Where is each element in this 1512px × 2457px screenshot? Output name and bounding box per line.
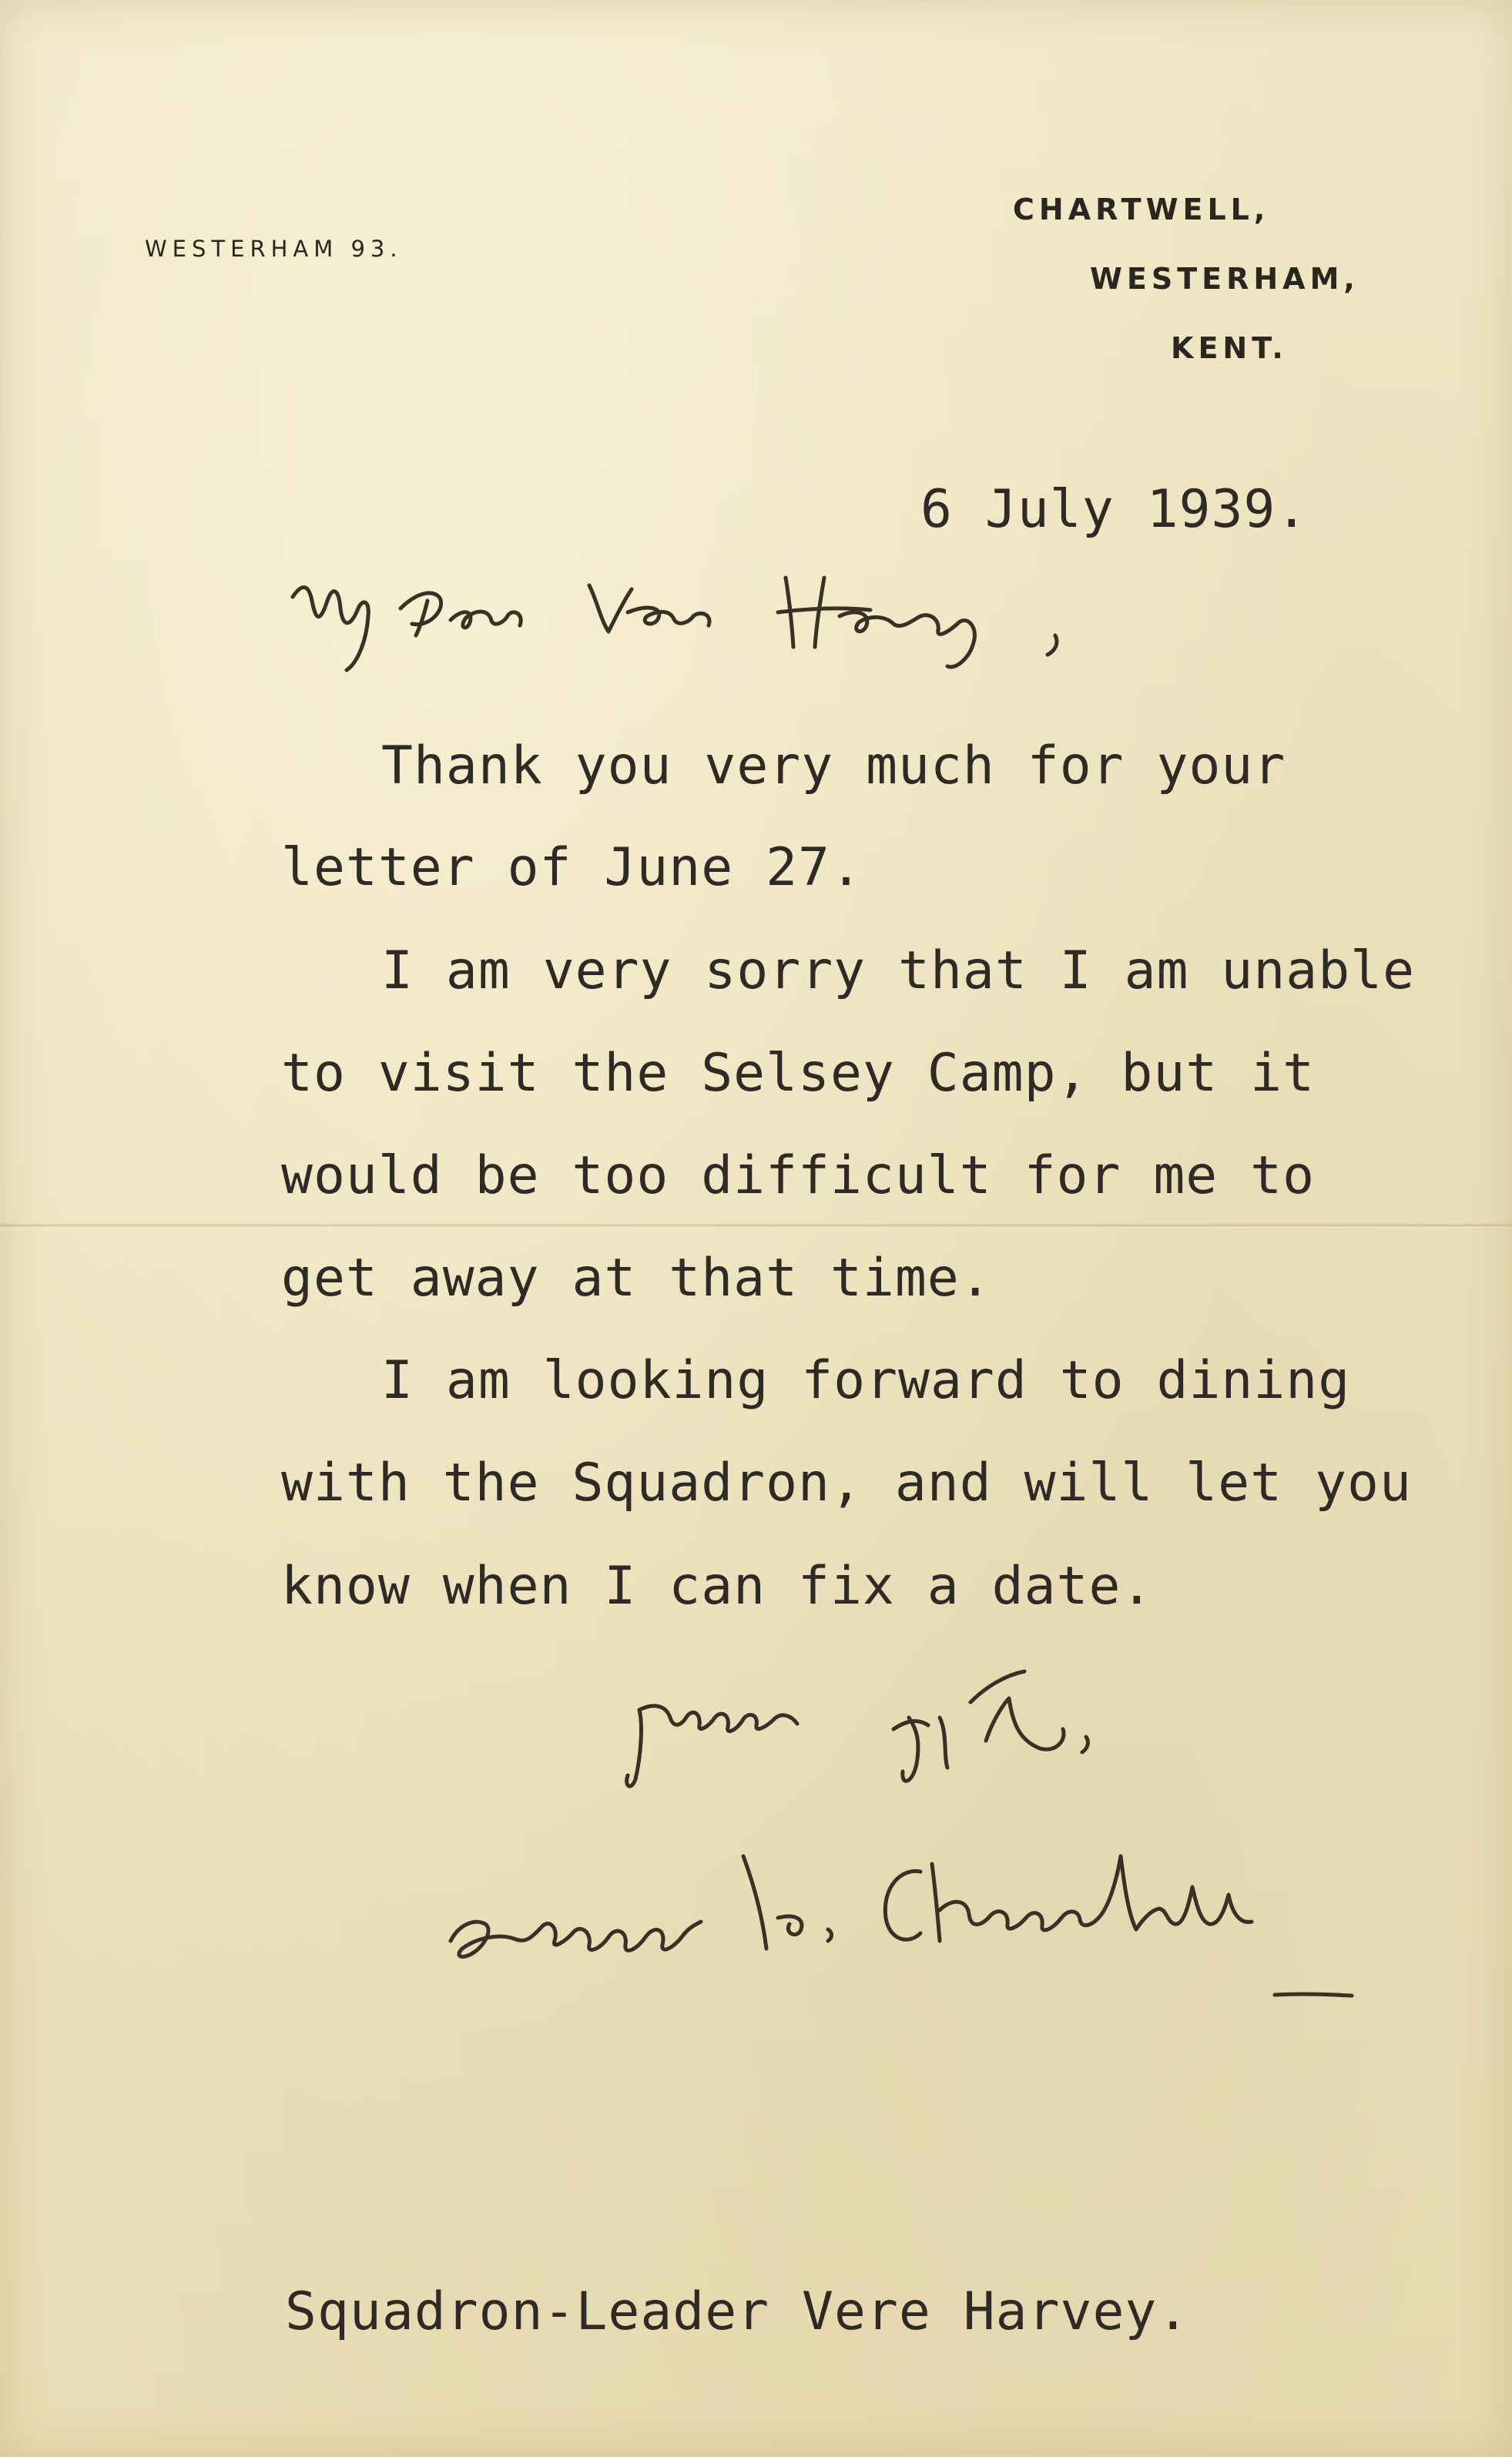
handwritten-closing [624,1656,1132,1802]
letterhead-address-line-2: WESTERHAM, [1090,262,1359,296]
paper-fold-crease [0,1223,1512,1228]
handwritten-signature [439,1833,1410,2010]
recipient-name: Squadron-Leader Vere Harvey. [285,2281,1190,2342]
letterhead-phone: WESTERHAM 93. [145,236,403,262]
body-line-5: would be too difficult for me to [281,1145,1316,1206]
handwritten-salutation [285,555,1086,678]
body-line-9: know when I can fix a date. [281,1556,1154,1617]
body-line-1: Thank you very much for your [381,736,1286,796]
body-line-2: letter of June 27. [281,837,863,898]
body-line-8: with the Squadron, and will let you [281,1453,1412,1513]
signature-underline [1271,1987,1356,2003]
body-line-4: to visit the Selsey Camp, but it [281,1043,1316,1104]
letterhead-address-line-1: CHARTWELL, [1013,193,1270,226]
body-line-7: I am looking forward to dining [381,1350,1351,1411]
body-line-3: I am very sorry that I am unable [381,940,1416,1001]
letter-date: 6 July 1939. [920,479,1309,540]
body-line-6: get away at that time. [281,1248,992,1309]
letterhead-address-line-3: KENT. [1171,331,1288,365]
